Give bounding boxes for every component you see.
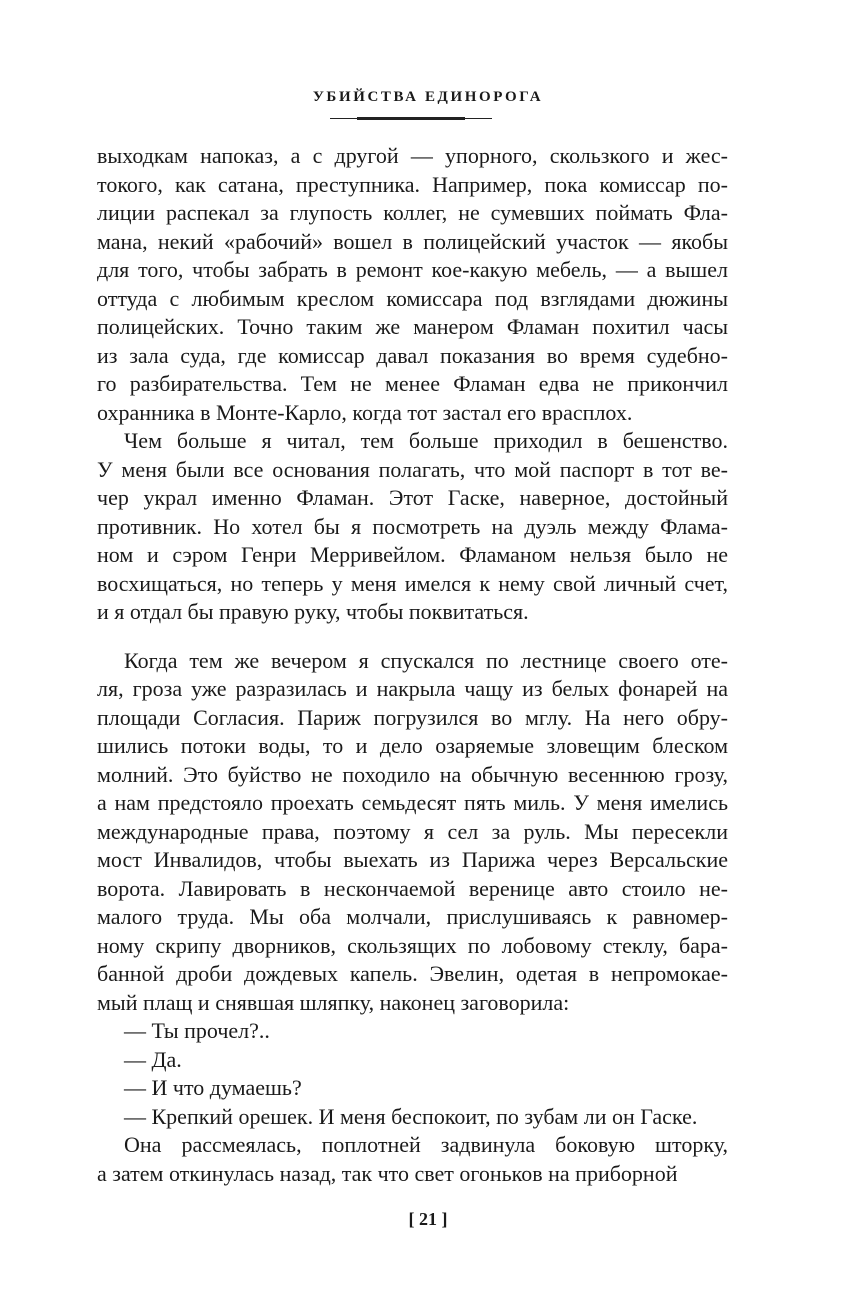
text-line: чер украл именно Фламан. Этот Гаске, наверное, достойный bbox=[97, 485, 728, 510]
text-line: лиции распекал за глупость коллег, не сумевших поймать Фла- bbox=[97, 200, 728, 225]
text-line: противник. Но хотел бы я посмотреть на дуэль между Флама- bbox=[97, 513, 728, 539]
section-break bbox=[97, 627, 728, 647]
text-line: — Да. bbox=[124, 1046, 182, 1072]
text-line: а затем откинулась назад, так что свет огоньков на приборной bbox=[97, 1160, 678, 1186]
text-line: для того, чтобы забрать в ремонт кое-какую мебель, — а вышел bbox=[97, 257, 728, 282]
text-line: молний. Это буйство не походило на обычную весеннюю грозу, bbox=[97, 761, 728, 787]
text-line: У меня были все основания полагать, что мой паспорт в тот ве- bbox=[97, 456, 728, 482]
text-line: ля, гроза уже разразилась и накрыла чащу из белых фонарей на bbox=[97, 676, 728, 701]
text-line: шились потоки воды, то и дело озаряемые зловещим блеском bbox=[97, 733, 728, 758]
text-line: мый плащ и снявшая шляпку, наконец заговорила: bbox=[97, 989, 570, 1015]
paragraph bbox=[97, 647, 728, 1018]
text-line: охранника в Монте-Карло, когда тот застал его врасплох. bbox=[97, 399, 633, 425]
text-line: малого труда. Мы оба молчали, прислушиваясь к равномер- bbox=[97, 904, 728, 929]
text-line: ном и сэром Генри Мерривейлом. Фламаном нельзя было не bbox=[97, 542, 728, 567]
body-text bbox=[97, 142, 728, 1188]
text-line: а нам предстояло проехать семьдесят пять миль. У меня имелись bbox=[97, 790, 728, 815]
text-line: восхищаться, но теперь у меня имелся к нему свой личный счет, bbox=[97, 570, 728, 596]
header-rule-accent bbox=[357, 117, 465, 120]
text-line: полицейских. Точно таким же манером Фламан похитил часы bbox=[97, 314, 728, 339]
text-line: — И что думаешь? bbox=[124, 1075, 302, 1100]
text-line: Она рассмеялась, поплотней задвинула боковую шторку, bbox=[124, 1132, 728, 1157]
text-line: и я отдал бы правую руку, чтобы поквитаться. bbox=[97, 599, 529, 624]
text-line: токого, как сатана, преступника. Например, пока комиссар по- bbox=[97, 171, 728, 197]
paragraph bbox=[97, 1046, 728, 1075]
paragraph bbox=[97, 1131, 728, 1188]
text-line: выходкам напоказ, а с другой — упорного, скользкого и жес- bbox=[97, 143, 728, 168]
text-line: оттуда с любимым креслом комиссара под взглядами дюжины bbox=[97, 285, 728, 311]
text-line: мост Инвалидов, чтобы выехать из Парижа через Версальские bbox=[97, 847, 728, 872]
text-line: ному скрипу дворников, скользящих по лобовому стеклу, бара- bbox=[97, 932, 728, 958]
paragraph bbox=[97, 1103, 728, 1132]
text-line: международные права, поэтому я сел за руль. Мы пересекли bbox=[97, 818, 728, 844]
running-header: УБИЙСТВА ЕДИНОРОГА bbox=[312, 89, 544, 105]
paragraph bbox=[97, 427, 728, 627]
paragraph bbox=[97, 142, 728, 427]
page-number: [ 21 ] bbox=[408, 1209, 448, 1229]
paragraph bbox=[97, 1017, 728, 1046]
text-line: из зала суда, где комиссар давал показания во время судебно- bbox=[97, 342, 728, 368]
text-line: — Ты прочел?.. bbox=[124, 1018, 270, 1043]
text-line: Когда тем же вечером я спускался по лестнице своего оте- bbox=[124, 647, 728, 673]
text-line: — Крепкий орешек. И меня беспокоит, по зубам ли он Гаске. bbox=[124, 1103, 698, 1129]
text-line: площади Согласия. Париж погрузился во мглу. На него обру- bbox=[97, 704, 728, 730]
text-line: мана, некий «рабочий» вошел в полицейский участок — якобы bbox=[97, 228, 728, 254]
text-line: банной дроби дождевых капель. Эвелин, одетая в непромокае- bbox=[97, 961, 728, 986]
text-line: го разбирательства. Тем не менее Фламан едва не прикончил bbox=[97, 371, 728, 396]
text-line: Чем больше я читал, тем больше приходил в бешенство. bbox=[124, 428, 728, 453]
paragraph bbox=[97, 1074, 728, 1103]
text-line: ворота. Лавировать в нескончаемой веренице авто стоило не- bbox=[97, 875, 728, 901]
